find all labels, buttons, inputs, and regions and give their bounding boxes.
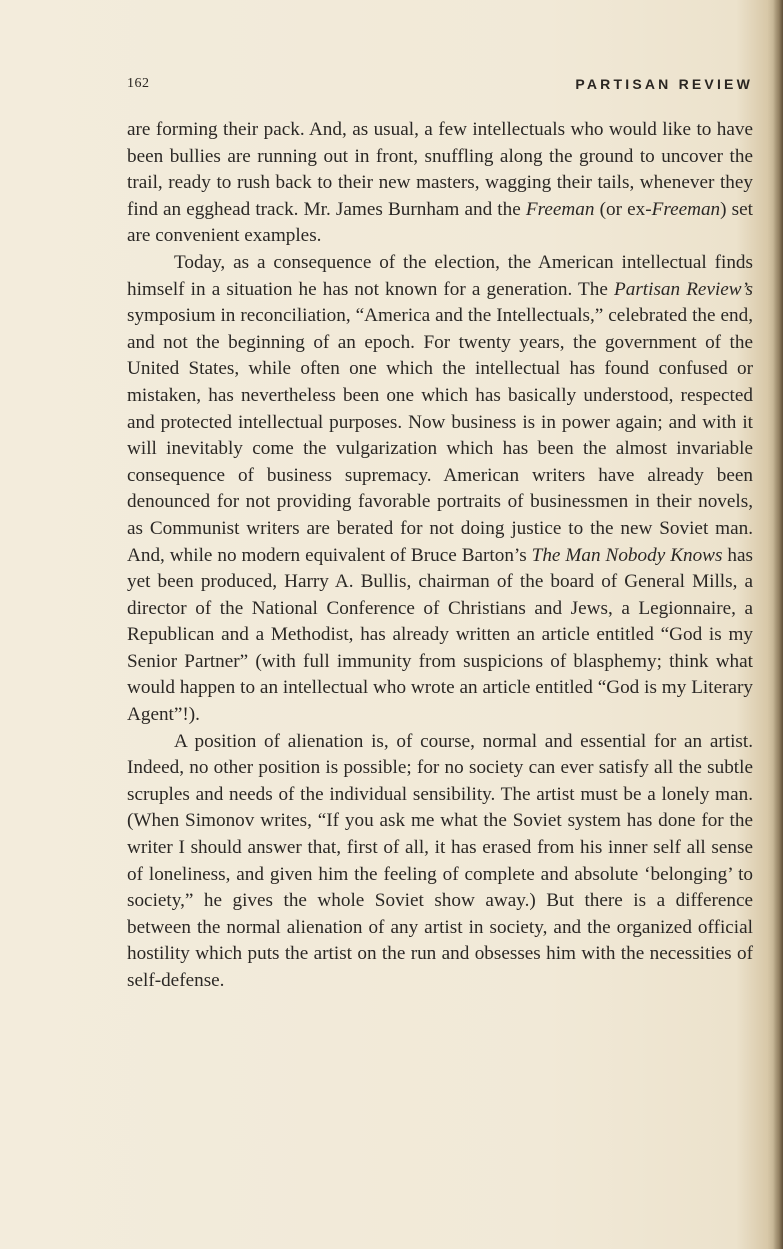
text-run: symposium in reconciliation, “America and the Intellectuals,” celebrated the end, and not the beginning of an epoch. For twenty years, the government of the United States, while often one which the intellectual has found confused or mistaken, has nevertheless been one which has basically understood, respected and protected intellectual purposes. Now business is in power again; and with it will inevitably come the vulgarization which has been the almost invariable consequence of business supremacy. American writers have already been denounced for not providing favorable portraits of businessmen in their novels, as Communist writers are berated for not doing justice to the new Soviet man. And, while no modern equivalent of Bruce Barton’s [127, 305, 753, 566]
text-run: has yet been produced, Harry A. Bullis, chairman of the board of General Mills, a director of the National Conference of Christians and Jews, a Legionnaire, a Republican and a Methodist, has already written an article entitled “God is my Senior Partner” (with full immunity from suspicions of blasphemy; think what would happen to an intellectual who wrote an article entitled “God is my Literary Agent”!). [127, 544, 753, 726]
italic-title: Partisan Review’s [614, 278, 753, 300]
italic-title: Freeman [651, 198, 721, 220]
italic-title: The Man Nobody Knows [531, 544, 723, 566]
running-head [127, 76, 753, 98]
paragraph-1 [127, 117, 753, 250]
body-text [127, 117, 753, 995]
text-run: are forming their pack. And, as usual, a few intellectuals who would like to have been bullies are running out in front, snuffling along the ground to uncover the trail, ready to rush back to their new masters, wagging their tails, whenever they find an egghead track. Mr. James Burnham and the [127, 119, 753, 220]
page-edge-shadow [773, 0, 783, 1249]
text-run: ) set are convenient examples. [127, 198, 753, 247]
italic-title: Freeman [525, 198, 595, 220]
text-run: (or ex- [594, 198, 652, 220]
text-run: Today, as a consequence of the election, the American intellectual finds himself in a situation he has not known for a generation. The [127, 251, 753, 300]
journal-title: PARTISAN REVIEW [575, 76, 753, 92]
page-number: 162 [127, 76, 150, 91]
paragraph-3 [127, 729, 753, 995]
paragraph-2 [127, 250, 753, 729]
text-run: A position of alienation is, of course, normal and essential for an artist. Indeed, no other position is possible; for no society can ever satisfy all the subtle scruples and needs of the individual sensibility. The artist must be a lonely man. (When Simonov writes, “If you ask me what the Soviet system has done for the writer I should answer that, first of all, it has erased from his inner self all sense of loneliness, and given him the feeling of complete and absolute ‘belonging’ to society,” he gives the whole Soviet show away.) But there is a difference between the normal alienation of any artist in society, and the organized official hostility which puts the artist on the run and obsesses him with the necessities of self-defense. [127, 730, 753, 991]
